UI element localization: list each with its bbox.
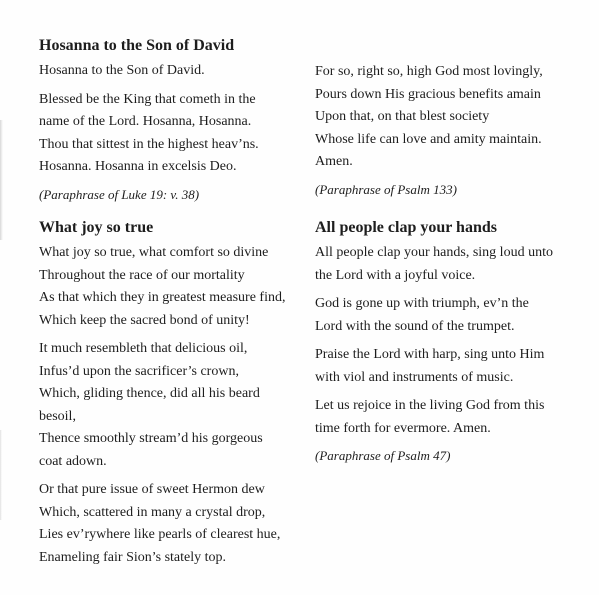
verse-line: God is gone up with triumph, ev’n the — [315, 296, 529, 311]
verse-line: Lord with the sound of the trumpet. — [315, 318, 515, 334]
verse-line: Hosanna to the Son of David. — [39, 63, 205, 78]
verse-line: Whose life can love and amity maintain. — [315, 131, 542, 147]
verse-line: with viol and instruments of music. — [315, 369, 514, 385]
stanza — [39, 60, 299, 83]
verse-line: It much resembleth that delicious oil, — [39, 341, 248, 356]
section-all-people — [315, 218, 575, 466]
verse-line: besoil, — [39, 408, 76, 424]
verse-line: Which, scattered in many a crystal drop, — [39, 504, 266, 520]
verse-line: time forth for evermore. Amen. — [315, 420, 491, 436]
section-what-joy — [39, 218, 299, 575]
section-hosanna — [39, 36, 299, 205]
stanza — [315, 293, 575, 338]
scripture-source: (Paraphrase of Psalm 47) — [315, 448, 451, 463]
verse-line: Blessed be the King that cometh in the — [39, 91, 256, 107]
section-continuation — [315, 61, 575, 200]
verse-line: Upon that, on that blest society — [315, 109, 490, 124]
stanza — [315, 395, 575, 440]
scripture-source: (Paraphrase of Luke 19: v. 38) — [39, 186, 200, 202]
stanza — [315, 242, 575, 287]
page-edge-shadow-lower — [0, 430, 2, 520]
verse-line: coat adown. — [39, 453, 107, 469]
stanza — [315, 61, 575, 174]
verse-line: name of the Lord. Hosanna, Hosanna. — [39, 114, 252, 129]
stanza — [39, 89, 299, 179]
page-edge-shadow — [0, 120, 3, 240]
verse-line: Infus’d upon the sacrificer’s crown, — [39, 363, 239, 379]
section-title: All people clap your hands — [315, 219, 497, 236]
verse-line: Or that pure issue of sweet Hermon dew — [39, 482, 265, 497]
verse-line: Let us rejoice in the living God from this — [315, 398, 545, 413]
verse-line: What joy so true, what comfort so divine — [39, 245, 269, 260]
stanza — [315, 344, 575, 389]
verse-line: For so, right so, high God most lovingly, — [315, 64, 543, 79]
verse-line: Throughout the race of our mortality — [39, 267, 245, 283]
verse-line: Hosanna. Hosanna in excelsis Deo. — [39, 159, 237, 174]
verse-line: Lies ev’rywhere like pearls of clearest hue, — [39, 527, 281, 542]
verse-line: Thence smoothly stream’d his gorgeous — [39, 431, 263, 446]
verse-line: the Lord with a joyful voice. — [315, 267, 476, 283]
verse-line: Praise the Lord with harp, sing unto Him — [315, 347, 545, 362]
verse-line: Enameling fair Sion’s stately top. — [39, 549, 227, 565]
stanza — [39, 242, 299, 332]
verse-line: Which, gliding thence, did all his beard — [39, 386, 260, 401]
verse-line: All people clap your hands, sing loud unto — [315, 245, 553, 260]
section-title: What joy so true — [39, 219, 154, 236]
scripture-source: (Paraphrase of Psalm 133) — [315, 181, 457, 197]
verse-line: Which keep the sacred bond of unity! — [39, 312, 250, 328]
stanza — [39, 479, 299, 569]
verse-line: Pours down His gracious benefits amain — [315, 86, 541, 102]
verse-line: Amen. — [315, 154, 353, 169]
verse-line: Thou that sittest in the highest heav’ns. — [39, 136, 259, 152]
section-title: Hosanna to the Son of David — [39, 37, 235, 54]
stanza — [39, 338, 299, 473]
verse-line: As that which they in greatest measure find, — [39, 290, 286, 305]
